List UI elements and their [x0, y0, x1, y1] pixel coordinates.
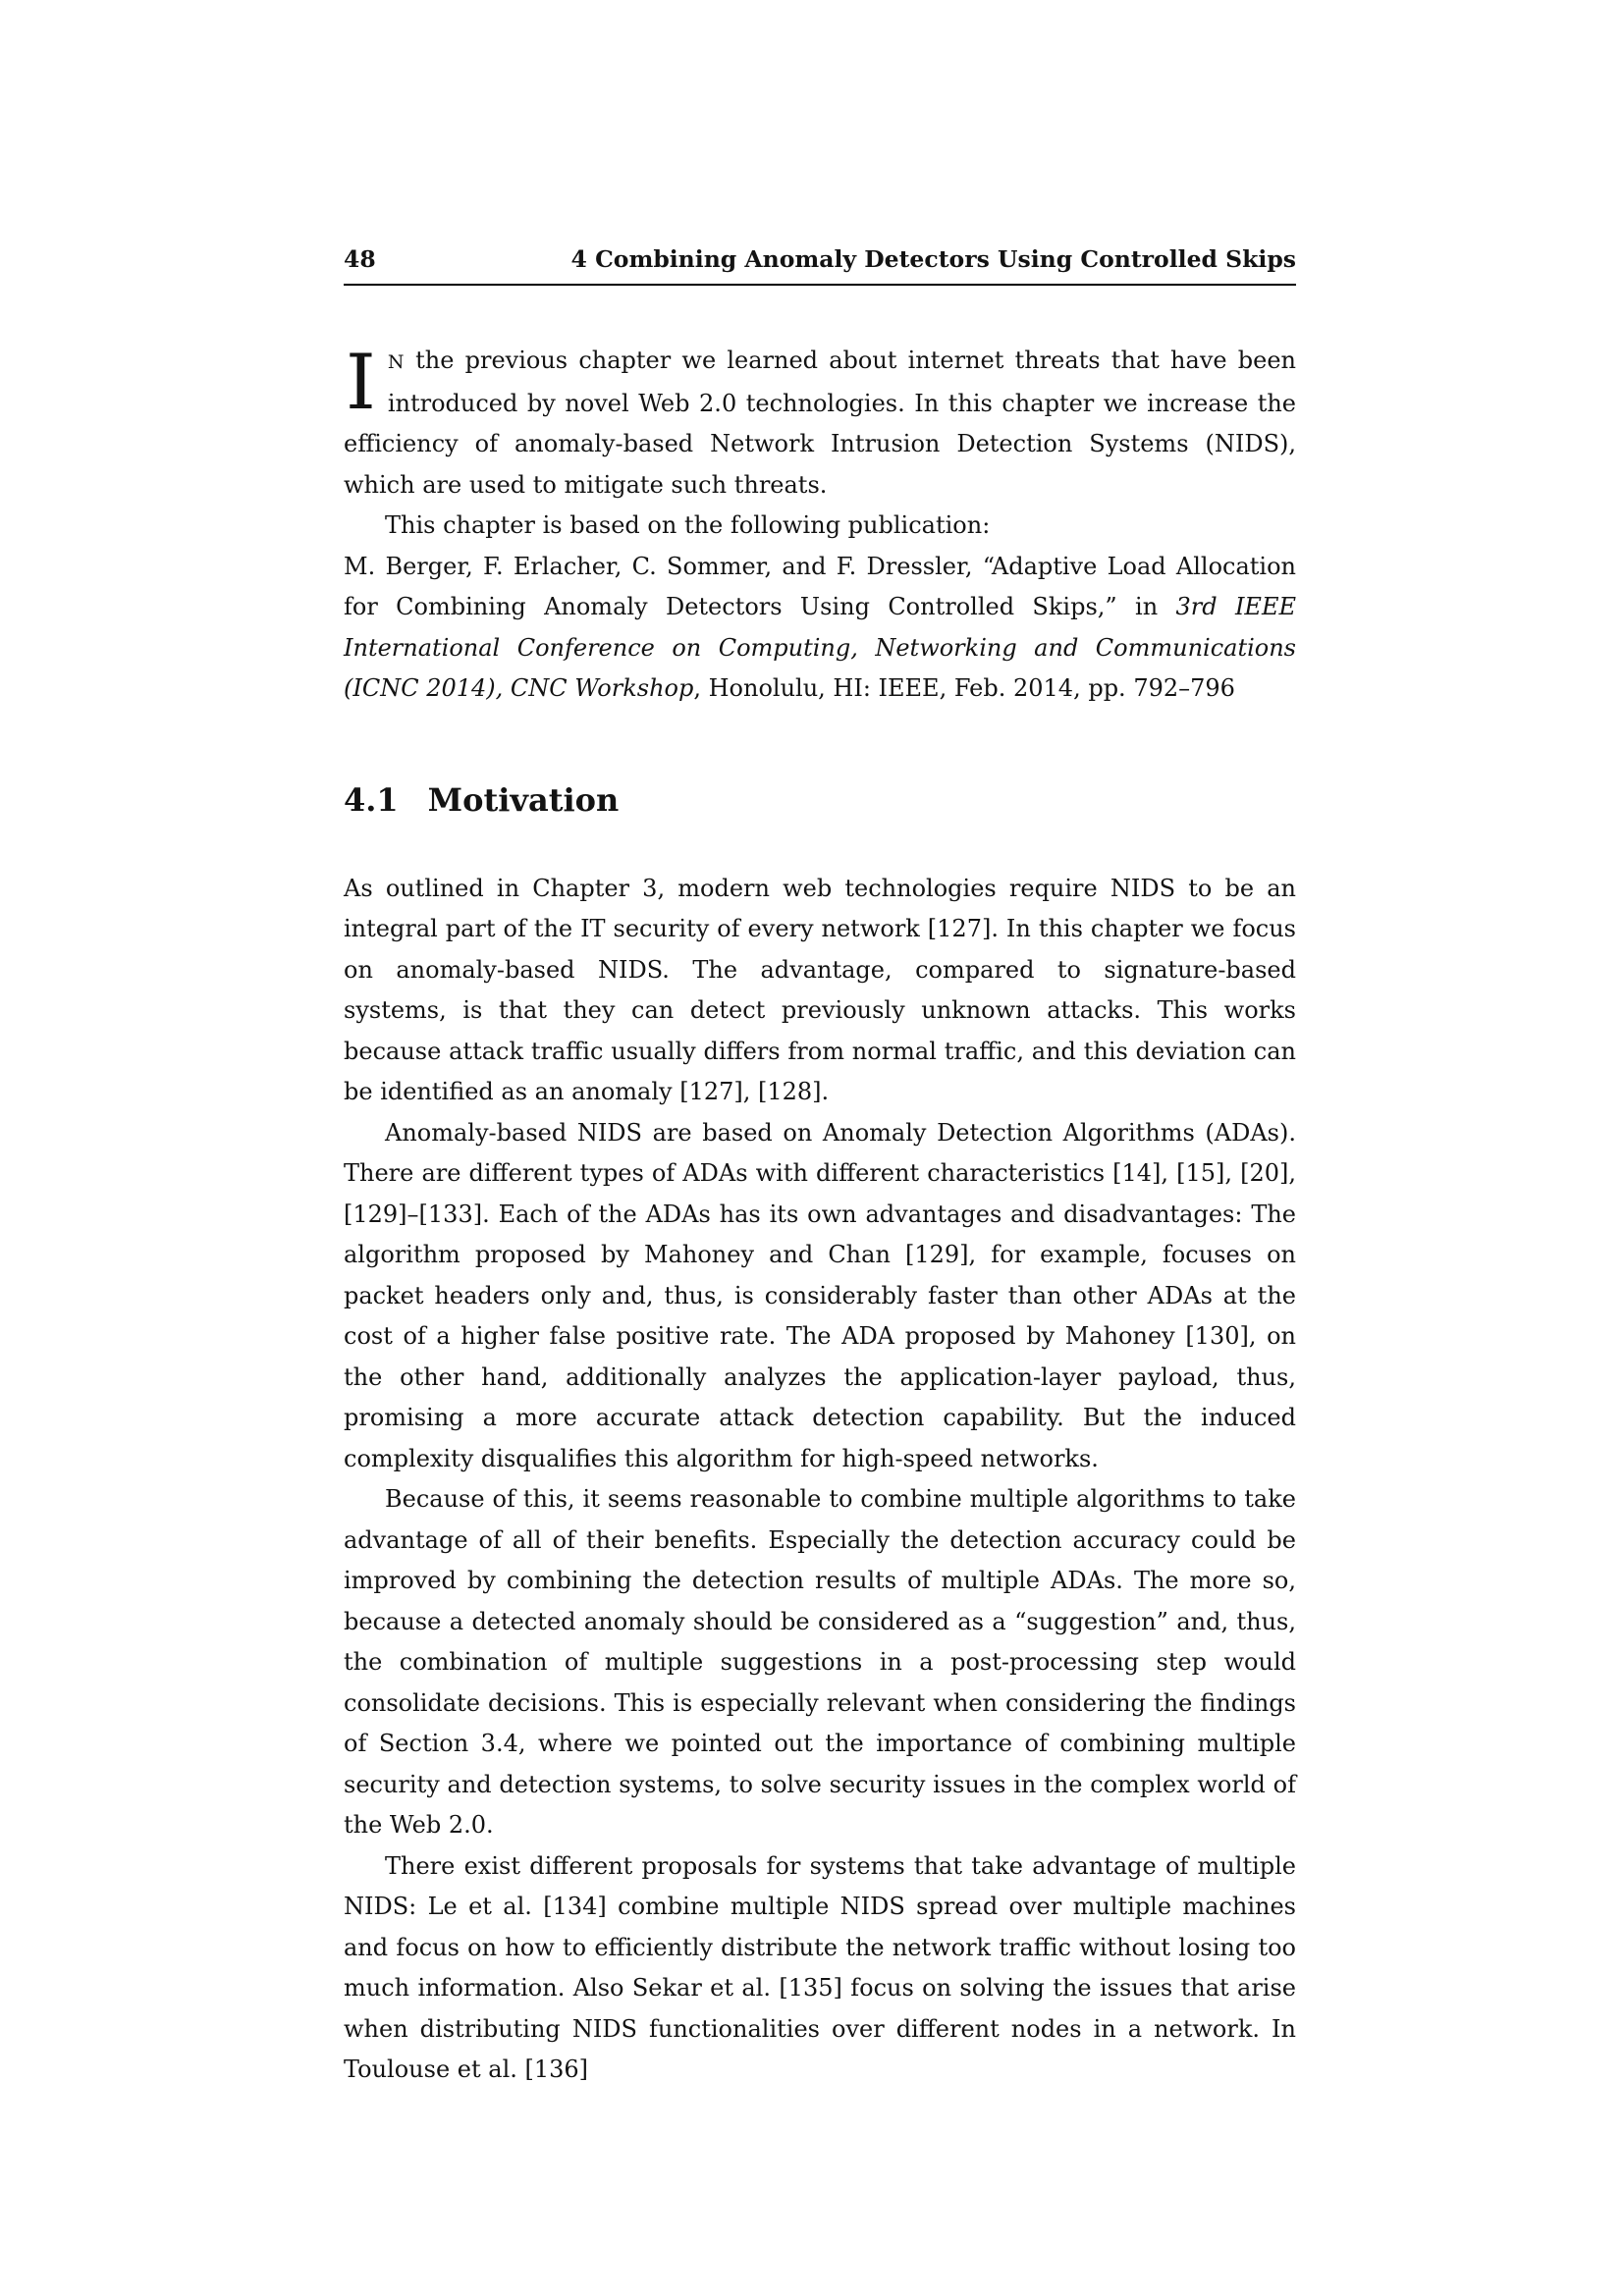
body-paragraph: There exist different proposals for systems that take advantage of multiple NIDS: Le et al. [134] combine multiple NIDS spread over multiple machines and focus on how to efficiently distribute the network traffic without losing too much information. Also Sekar et al. [135] focus on solving the issues that arise when distributing NIDS functionalities over different nodes in a network. In Toulouse et al. [136]: [344, 1851, 1296, 2083]
body-paragraph: Because of this, it seems reasonable to combine multiple algorithms to take advantage of all of their benefits. Especially the detection accuracy could be improved by combining the detection results of multiple ADAs. The more so, because a detected anomaly should be considered as a “suggestion” and, thus, the combination of multiple suggestions in a post-processing step would consolidate decisions. This is especially relevant when considering the findings of Section 3.4, where we pointed out the importance of combining multiple security and detection systems, to solve security issues in the complex world of the Web 2.0.: [344, 1485, 1296, 1839]
running-chapter-title: 4 Combining Anomaly Detectors Using Controlled Skips: [570, 245, 1296, 273]
body-paragraph: Anomaly-based NIDS are based on Anomaly Detection Algorithms (ADAs). There are different types of ADAs with different characteristics [14], [15], [20], [129]–[133]. Each of the ADAs has its own advantages and disadvantages: The algorithm proposed by Mahoney and Chan [129], for example, focuses on packet headers only and, thus, is considerably faster than other ADAs at the cost of a higher false positive rate. The ADA proposed by Mahoney [130], on the other hand, additionally analyzes the application-layer payload, thus, promising a more accurate attack detection capability. But the induced complexity disqualifies this algorithm for high-speed networks.: [344, 1118, 1296, 1472]
section-number: 4.1: [344, 780, 399, 819]
body-paragraph: As outlined in Chapter 3, modern web technologies require NIDS to be an integral part of the IT security of every network [127]. In this chapter we focus on anomaly-based NIDS. The advantage, compared to signature-based systems, is that they can detect previously unknown attacks. This works because attack traffic usually differs from normal traffic, and this deviation can be identified as an anomaly [127], [128].: [344, 874, 1296, 1105]
publication-ref-part3: , Honolulu, HI: IEEE, Feb. 2014, pp. 792–796: [693, 674, 1235, 702]
publication-lead: This chapter is based on the following publication:: [385, 511, 991, 539]
text-column: [344, 245, 1296, 2091]
section-heading: [344, 780, 1296, 820]
section-title: Motivation: [427, 780, 620, 819]
page-number: 48: [344, 245, 376, 273]
page-body: [344, 341, 1296, 2091]
intro-text: the previous chapter we learned about internet threats that have been introduced by novel Web 2.0 technologies. In this chapter we increase the efficiency of anomaly-based Network Intrusion Detection Systems (NIDS), which are used to mitigate such threats.: [344, 347, 1296, 499]
intro-paragraph: [344, 341, 1296, 506]
running-header: [344, 245, 1296, 273]
header-rule: [344, 284, 1296, 286]
publication-ref-part1: M. Berger, F. Erlacher, C. Sommer, and F. Dressler, “Adaptive Load Allocation for Combining Anomaly Detectors Using Controlled Skips,” in: [344, 552, 1296, 620]
publication-reference: [344, 547, 1296, 710]
smallcaps-letter: N: [387, 351, 405, 373]
publication-ref-venue: 3rd IEEE International Conference on Computing, Networking and Communications (ICNC 2014), CNC Workshop: [344, 593, 1296, 702]
dropcap-letter: I: [346, 339, 376, 427]
